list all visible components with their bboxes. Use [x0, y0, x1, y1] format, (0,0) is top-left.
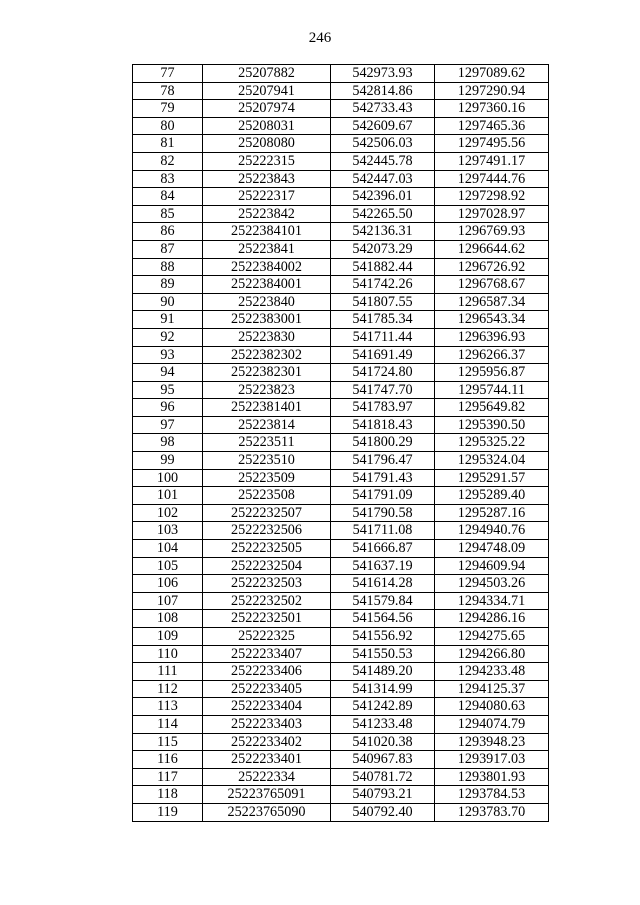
y-coordinate-cell: 1295649.82	[435, 399, 549, 417]
x-coordinate-cell: 540793.21	[331, 786, 435, 804]
x-coordinate-cell: 541724.80	[331, 364, 435, 382]
x-coordinate-cell: 541796.47	[331, 452, 435, 470]
point-id-cell: 2522232502	[203, 592, 331, 610]
x-coordinate-cell: 542073.29	[331, 240, 435, 258]
y-coordinate-cell: 1295287.16	[435, 504, 549, 522]
row-index-cell: 107	[133, 592, 203, 610]
row-index-cell: 92	[133, 328, 203, 346]
y-coordinate-cell: 1295390.50	[435, 416, 549, 434]
row-index-cell: 90	[133, 293, 203, 311]
y-coordinate-cell: 1297491.17	[435, 152, 549, 170]
x-coordinate-cell: 542447.03	[331, 170, 435, 188]
x-coordinate-cell: 541783.97	[331, 399, 435, 417]
x-coordinate-cell: 541489.20	[331, 663, 435, 681]
point-id-cell: 2522384002	[203, 258, 331, 276]
row-index-cell: 98	[133, 434, 203, 452]
table-row	[133, 135, 549, 153]
table-row	[133, 399, 549, 417]
row-index-cell: 78	[133, 82, 203, 100]
row-index-cell: 106	[133, 575, 203, 593]
point-id-cell: 25223765091	[203, 786, 331, 804]
row-index-cell: 97	[133, 416, 203, 434]
y-coordinate-cell: 1294940.76	[435, 522, 549, 540]
table-row	[133, 487, 549, 505]
table-row	[133, 557, 549, 575]
x-coordinate-cell: 541550.53	[331, 645, 435, 663]
row-index-cell: 101	[133, 487, 203, 505]
x-coordinate-cell: 542136.31	[331, 223, 435, 241]
table-row	[133, 504, 549, 522]
y-coordinate-cell: 1294266.80	[435, 645, 549, 663]
point-id-cell: 2522232507	[203, 504, 331, 522]
y-coordinate-cell: 1295324.04	[435, 452, 549, 470]
x-coordinate-cell: 541691.49	[331, 346, 435, 364]
point-id-cell: 2522232506	[203, 522, 331, 540]
row-index-cell: 109	[133, 628, 203, 646]
y-coordinate-cell: 1294080.63	[435, 698, 549, 716]
point-id-cell: 25223842	[203, 205, 331, 223]
row-index-cell: 86	[133, 223, 203, 241]
y-coordinate-cell: 1296768.67	[435, 276, 549, 294]
row-index-cell: 105	[133, 557, 203, 575]
point-id-cell: 25222334	[203, 768, 331, 786]
table-row	[133, 751, 549, 769]
table-row	[133, 610, 549, 628]
row-index-cell: 95	[133, 381, 203, 399]
x-coordinate-cell: 542733.43	[331, 100, 435, 118]
row-index-cell: 115	[133, 733, 203, 751]
y-coordinate-cell: 1294233.48	[435, 663, 549, 681]
table-row	[133, 223, 549, 241]
y-coordinate-cell: 1295289.40	[435, 487, 549, 505]
y-coordinate-cell: 1297298.92	[435, 188, 549, 206]
table-row	[133, 522, 549, 540]
row-index-cell: 99	[133, 452, 203, 470]
table-row	[133, 82, 549, 100]
y-coordinate-cell: 1297089.62	[435, 65, 549, 83]
table-row	[133, 452, 549, 470]
point-id-cell: 25223830	[203, 328, 331, 346]
table-row	[133, 680, 549, 698]
row-index-cell: 96	[133, 399, 203, 417]
row-index-cell: 94	[133, 364, 203, 382]
coordinates-table	[132, 64, 549, 822]
table-row	[133, 346, 549, 364]
row-index-cell: 93	[133, 346, 203, 364]
y-coordinate-cell: 1294503.26	[435, 575, 549, 593]
y-coordinate-cell: 1296543.34	[435, 311, 549, 329]
row-index-cell: 108	[133, 610, 203, 628]
x-coordinate-cell: 542265.50	[331, 205, 435, 223]
point-id-cell: 2522233406	[203, 663, 331, 681]
x-coordinate-cell: 541233.48	[331, 715, 435, 733]
table-row	[133, 628, 549, 646]
x-coordinate-cell: 541020.38	[331, 733, 435, 751]
x-coordinate-cell: 541882.44	[331, 258, 435, 276]
row-index-cell: 113	[133, 698, 203, 716]
row-index-cell: 119	[133, 803, 203, 821]
point-id-cell: 25222325	[203, 628, 331, 646]
row-index-cell: 111	[133, 663, 203, 681]
row-index-cell: 89	[133, 276, 203, 294]
table-row	[133, 575, 549, 593]
y-coordinate-cell: 1293784.53	[435, 786, 549, 804]
point-id-cell: 25223843	[203, 170, 331, 188]
x-coordinate-cell: 541818.43	[331, 416, 435, 434]
point-id-cell: 25223508	[203, 487, 331, 505]
x-coordinate-cell: 542973.93	[331, 65, 435, 83]
x-coordinate-cell: 541742.26	[331, 276, 435, 294]
x-coordinate-cell: 542609.67	[331, 117, 435, 135]
table-row	[133, 592, 549, 610]
x-coordinate-cell: 541711.44	[331, 328, 435, 346]
row-index-cell: 118	[133, 786, 203, 804]
point-id-cell: 25223510	[203, 452, 331, 470]
table-row	[133, 645, 549, 663]
row-index-cell: 87	[133, 240, 203, 258]
row-index-cell: 104	[133, 540, 203, 558]
point-id-cell: 2522233405	[203, 680, 331, 698]
x-coordinate-cell: 541800.29	[331, 434, 435, 452]
point-id-cell: 25208080	[203, 135, 331, 153]
y-coordinate-cell: 1297495.56	[435, 135, 549, 153]
y-coordinate-cell: 1293801.93	[435, 768, 549, 786]
table-row	[133, 803, 549, 821]
table-row	[133, 152, 549, 170]
row-index-cell: 80	[133, 117, 203, 135]
row-index-cell: 88	[133, 258, 203, 276]
point-id-cell: 25208031	[203, 117, 331, 135]
table-row	[133, 293, 549, 311]
y-coordinate-cell: 1297290.94	[435, 82, 549, 100]
y-coordinate-cell: 1294334.71	[435, 592, 549, 610]
y-coordinate-cell: 1295325.22	[435, 434, 549, 452]
x-coordinate-cell: 541791.43	[331, 469, 435, 487]
table-row	[133, 117, 549, 135]
x-coordinate-cell: 542506.03	[331, 135, 435, 153]
point-id-cell: 25223840	[203, 293, 331, 311]
point-id-cell: 2522382301	[203, 364, 331, 382]
y-coordinate-cell: 1297444.76	[435, 170, 549, 188]
point-id-cell: 25222317	[203, 188, 331, 206]
x-coordinate-cell: 542445.78	[331, 152, 435, 170]
point-id-cell: 2522381401	[203, 399, 331, 417]
point-id-cell: 25223511	[203, 434, 331, 452]
table-row	[133, 540, 549, 558]
y-coordinate-cell: 1296587.34	[435, 293, 549, 311]
point-id-cell: 2522232504	[203, 557, 331, 575]
x-coordinate-cell: 541242.89	[331, 698, 435, 716]
point-id-cell: 25223509	[203, 469, 331, 487]
table-row	[133, 469, 549, 487]
x-coordinate-cell: 541666.87	[331, 540, 435, 558]
y-coordinate-cell: 1295744.11	[435, 381, 549, 399]
x-coordinate-cell: 542396.01	[331, 188, 435, 206]
row-index-cell: 82	[133, 152, 203, 170]
y-coordinate-cell: 1293917.03	[435, 751, 549, 769]
row-index-cell: 103	[133, 522, 203, 540]
coordinates-table-container	[132, 64, 548, 822]
x-coordinate-cell: 541791.09	[331, 487, 435, 505]
point-id-cell: 2522384101	[203, 223, 331, 241]
point-id-cell: 2522233403	[203, 715, 331, 733]
table-row	[133, 663, 549, 681]
table-row	[133, 170, 549, 188]
table-row	[133, 100, 549, 118]
x-coordinate-cell: 541785.34	[331, 311, 435, 329]
row-index-cell: 84	[133, 188, 203, 206]
point-id-cell: 25207974	[203, 100, 331, 118]
point-id-cell: 2522232503	[203, 575, 331, 593]
x-coordinate-cell: 540781.72	[331, 768, 435, 786]
row-index-cell: 117	[133, 768, 203, 786]
y-coordinate-cell: 1296266.37	[435, 346, 549, 364]
y-coordinate-cell: 1294074.79	[435, 715, 549, 733]
table-row	[133, 434, 549, 452]
row-index-cell: 83	[133, 170, 203, 188]
y-coordinate-cell: 1296769.93	[435, 223, 549, 241]
x-coordinate-cell: 541711.08	[331, 522, 435, 540]
table-row	[133, 240, 549, 258]
y-coordinate-cell: 1297028.97	[435, 205, 549, 223]
row-index-cell: 81	[133, 135, 203, 153]
point-id-cell: 25207941	[203, 82, 331, 100]
y-coordinate-cell: 1293948.23	[435, 733, 549, 751]
y-coordinate-cell: 1295291.57	[435, 469, 549, 487]
x-coordinate-cell: 541637.19	[331, 557, 435, 575]
x-coordinate-cell: 541564.56	[331, 610, 435, 628]
point-id-cell: 25207882	[203, 65, 331, 83]
table-row	[133, 328, 549, 346]
table-row	[133, 381, 549, 399]
row-index-cell: 110	[133, 645, 203, 663]
point-id-cell: 25222315	[203, 152, 331, 170]
table-row	[133, 786, 549, 804]
point-id-cell: 2522233404	[203, 698, 331, 716]
y-coordinate-cell: 1296726.92	[435, 258, 549, 276]
point-id-cell: 2522383001	[203, 311, 331, 329]
point-id-cell: 2522233402	[203, 733, 331, 751]
x-coordinate-cell: 540792.40	[331, 803, 435, 821]
table-row	[133, 205, 549, 223]
point-id-cell: 25223765090	[203, 803, 331, 821]
y-coordinate-cell: 1294748.09	[435, 540, 549, 558]
y-coordinate-cell: 1293783.70	[435, 803, 549, 821]
table-row	[133, 65, 549, 83]
row-index-cell: 77	[133, 65, 203, 83]
table-row	[133, 768, 549, 786]
x-coordinate-cell: 541614.28	[331, 575, 435, 593]
point-id-cell: 2522232501	[203, 610, 331, 628]
row-index-cell: 116	[133, 751, 203, 769]
point-id-cell: 25223823	[203, 381, 331, 399]
y-coordinate-cell: 1294125.37	[435, 680, 549, 698]
table-row	[133, 733, 549, 751]
x-coordinate-cell: 541556.92	[331, 628, 435, 646]
point-id-cell: 25223841	[203, 240, 331, 258]
y-coordinate-cell: 1294609.94	[435, 557, 549, 575]
y-coordinate-cell: 1297465.36	[435, 117, 549, 135]
x-coordinate-cell: 540967.83	[331, 751, 435, 769]
row-index-cell: 85	[133, 205, 203, 223]
x-coordinate-cell: 541314.99	[331, 680, 435, 698]
row-index-cell: 102	[133, 504, 203, 522]
row-index-cell: 114	[133, 715, 203, 733]
y-coordinate-cell: 1296396.93	[435, 328, 549, 346]
table-row	[133, 715, 549, 733]
row-index-cell: 100	[133, 469, 203, 487]
x-coordinate-cell: 541747.70	[331, 381, 435, 399]
y-coordinate-cell: 1296644.62	[435, 240, 549, 258]
row-index-cell: 112	[133, 680, 203, 698]
table-row	[133, 364, 549, 382]
x-coordinate-cell: 541807.55	[331, 293, 435, 311]
coordinates-table-body	[133, 65, 549, 822]
point-id-cell: 2522233407	[203, 645, 331, 663]
table-row	[133, 416, 549, 434]
point-id-cell: 2522382302	[203, 346, 331, 364]
row-index-cell: 79	[133, 100, 203, 118]
row-index-cell: 91	[133, 311, 203, 329]
page-number: 246	[308, 30, 332, 46]
x-coordinate-cell: 541579.84	[331, 592, 435, 610]
y-coordinate-cell: 1297360.16	[435, 100, 549, 118]
y-coordinate-cell: 1295956.87	[435, 364, 549, 382]
table-row	[133, 276, 549, 294]
y-coordinate-cell: 1294286.16	[435, 610, 549, 628]
x-coordinate-cell: 542814.86	[331, 82, 435, 100]
point-id-cell: 25223814	[203, 416, 331, 434]
point-id-cell: 2522233401	[203, 751, 331, 769]
table-row	[133, 698, 549, 716]
table-row	[133, 188, 549, 206]
point-id-cell: 2522232505	[203, 540, 331, 558]
table-row	[133, 311, 549, 329]
y-coordinate-cell: 1294275.65	[435, 628, 549, 646]
point-id-cell: 2522384001	[203, 276, 331, 294]
x-coordinate-cell: 541790.58	[331, 504, 435, 522]
table-row	[133, 258, 549, 276]
